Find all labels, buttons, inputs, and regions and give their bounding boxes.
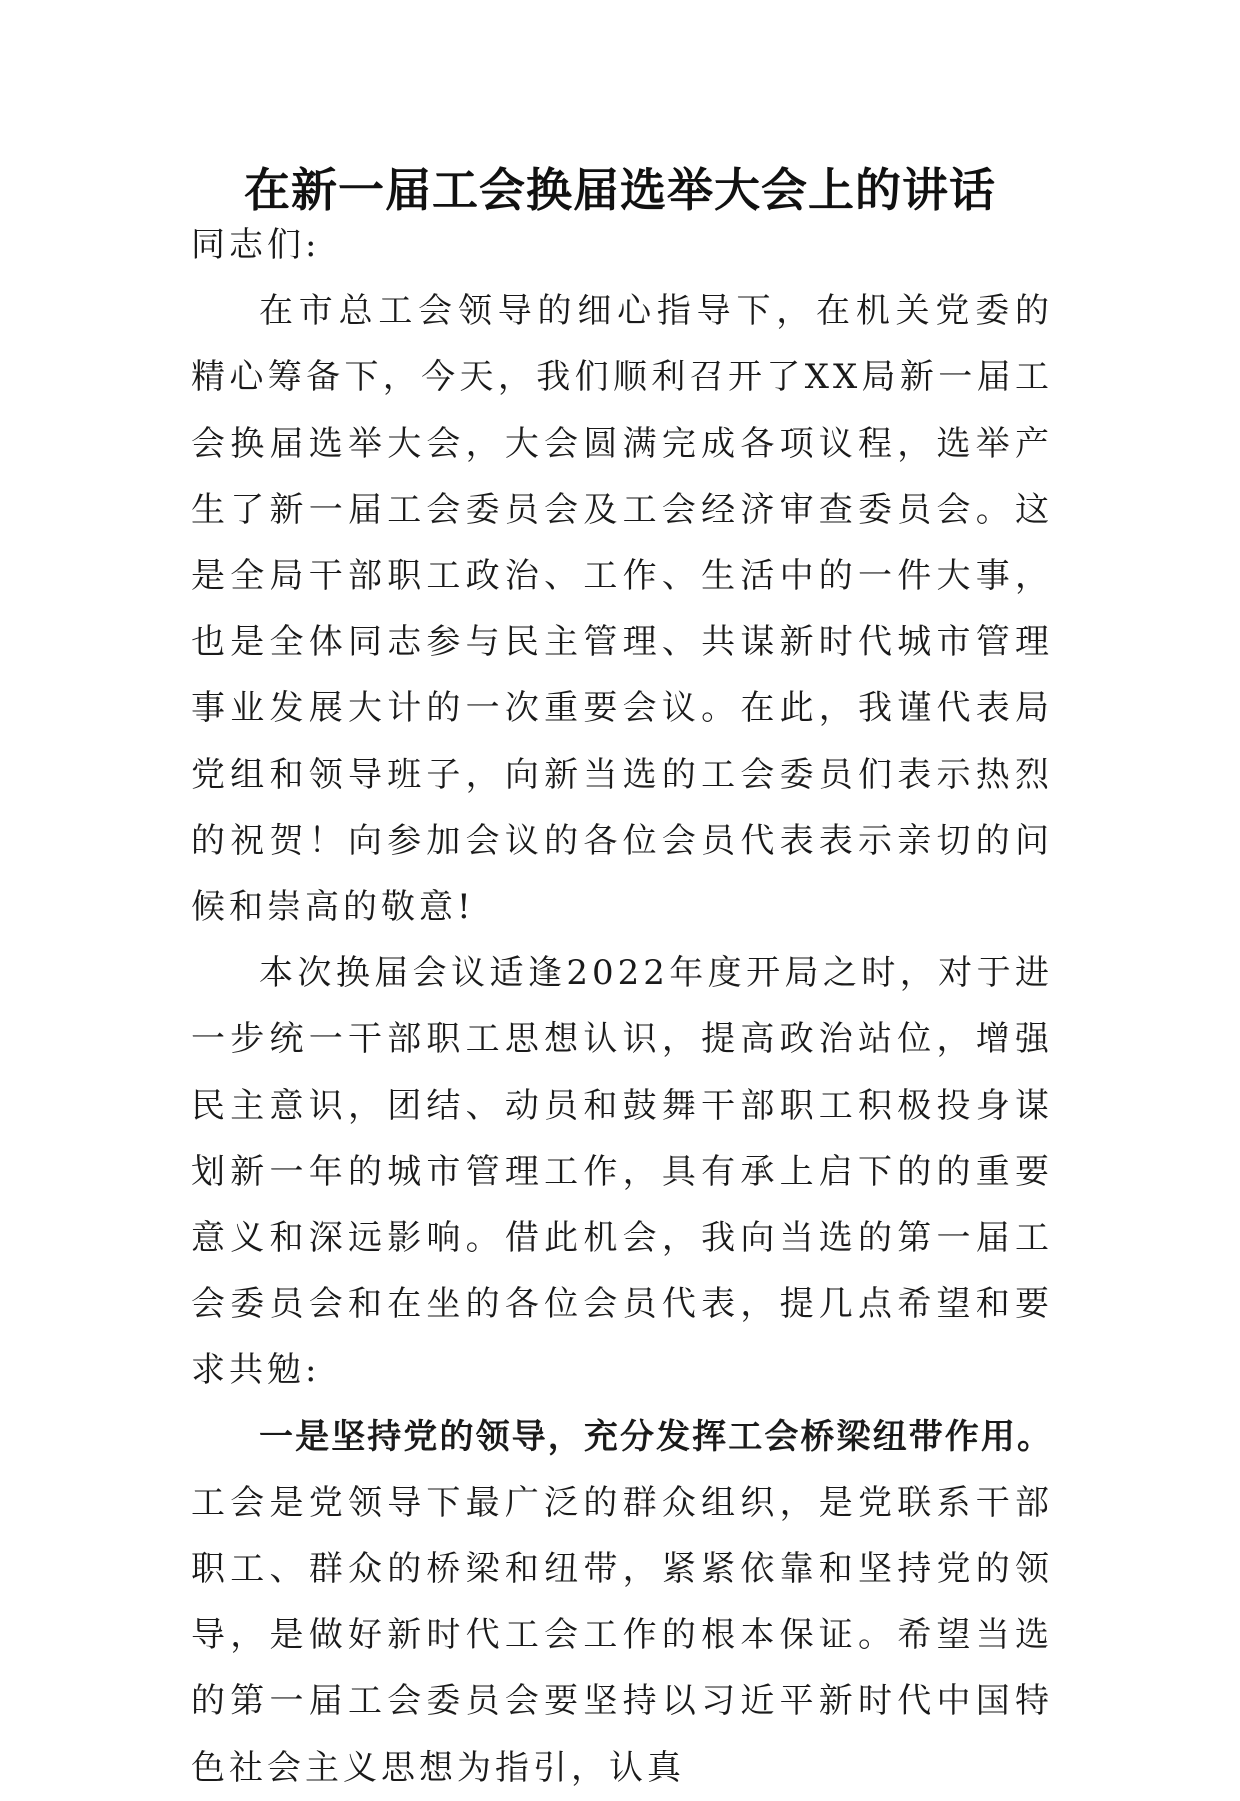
point-one-text: 工会是党领导下最广泛的群众组织，是党联系干部职工、群众的桥梁和纽带，紧紧依靠和坚持党的领导，是做好新时代工会工作的根本保证。希望当选的第一届工会委员会要坚持以习近平新时代中国特色社会主义思想为指引，认真 <box>191 1482 1053 1788</box>
paragraph-point-one <box>191 1404 1053 1801</box>
document-title: 在新一届工会换届选举大会上的讲话 <box>244 163 996 217</box>
salutation: 同志们: <box>191 225 321 265</box>
point-one-heading: 一是坚持党的领导，充分发挥工会桥梁纽带作用。 <box>259 1416 1053 1457</box>
paragraph-occasion: 本次换届会议适逢2022年度开局之时，对于进一步统一干部职工思想认识，提高政治站位，增强民主意识，团结、动员和鼓舞干部职工积极投身谋划新一年的城市管理工作，具有承上启下的的重要意义和深远影响。借此机会，我向当选的第一届工会委员会和在坐的各位会员代表，提几点希望和要求共勉: <box>191 953 1053 1391</box>
document-body <box>191 212 1053 1801</box>
paragraph-opening: 在市总工会领导的细心指导下，在机关党委的精心筹备下，今天，我们顺利召开了XX局新一届工会换届选举大会，大会圆满完成各项议程，选举产生了新一届工会委员会及工会经济审查委员会。这是全局干部职工政治、工作、生活中的一件大事，也是全体同志参与民主管理、共谋新时代城市管理事业发展大计的一次重要会议。在此，我谨代表局党组和领导班子，向新当选的工会委员们表示热烈的祝贺！向参加会议的各位会员代表表示亲切的问候和崇高的敬意! <box>191 291 1053 928</box>
